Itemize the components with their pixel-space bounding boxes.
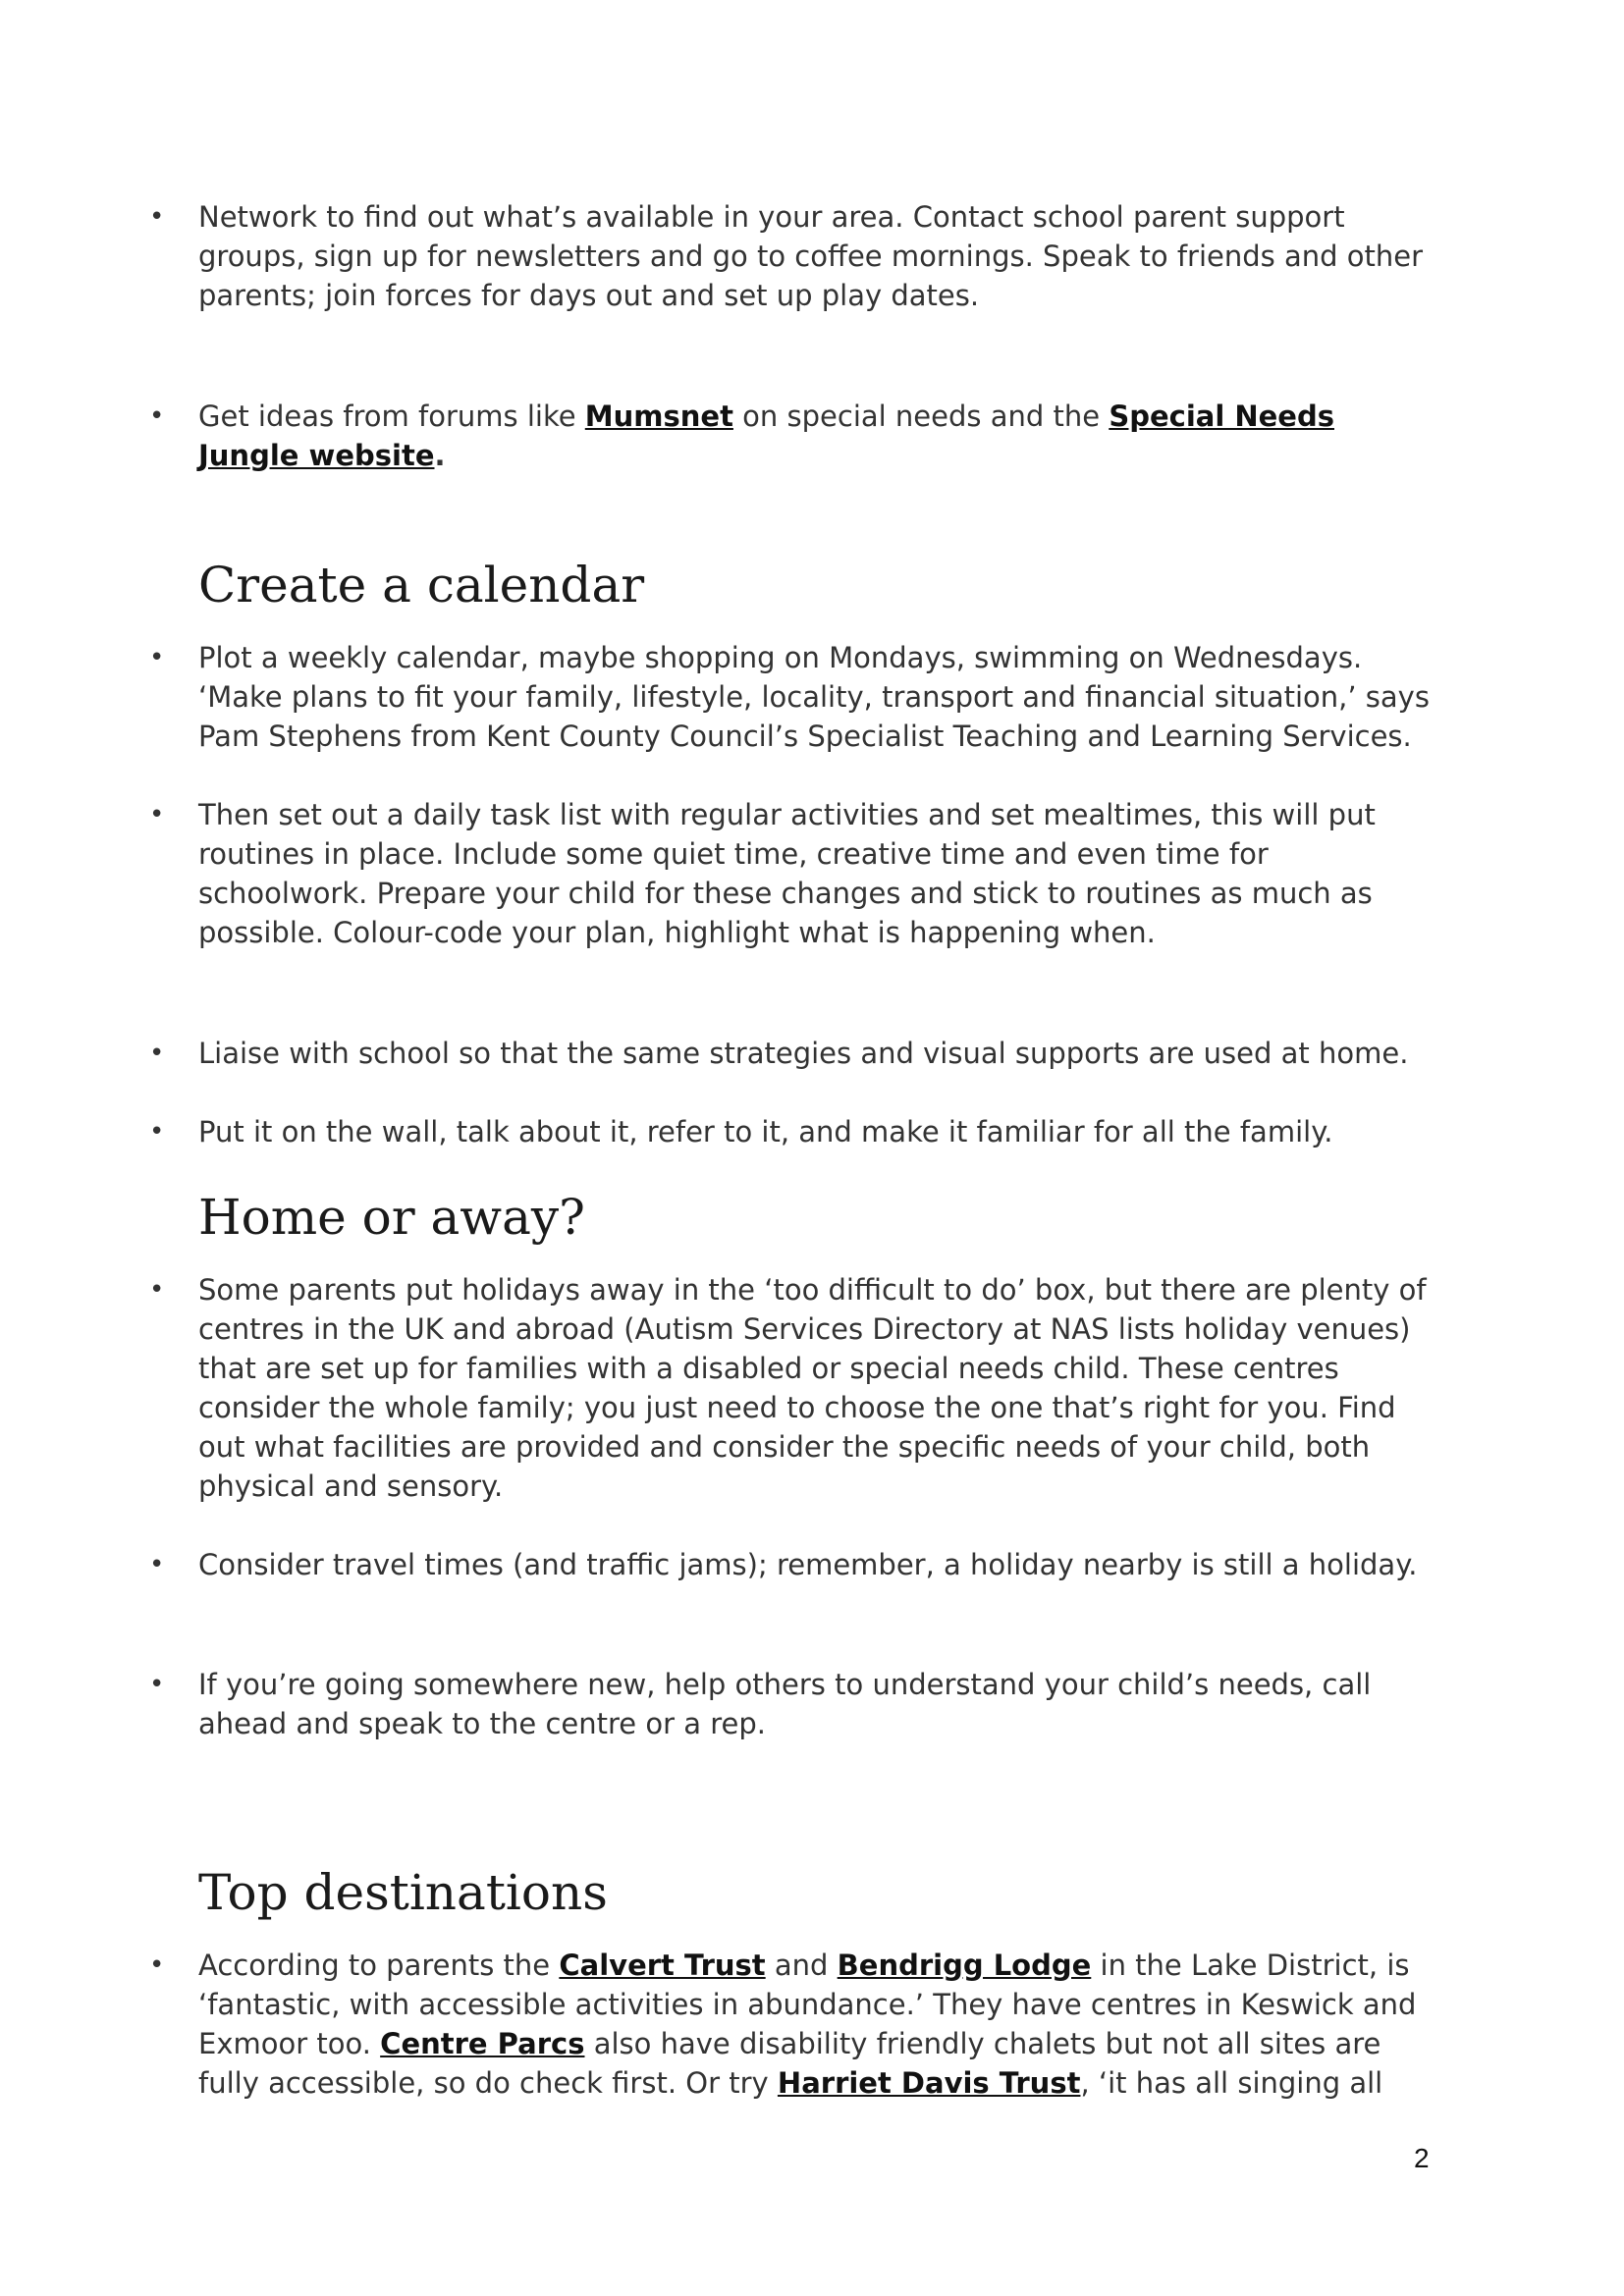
bullet-text: on special needs and the xyxy=(732,400,1110,433)
list-item xyxy=(198,397,1437,475)
bullet-text: , ‘it has all singing all xyxy=(1080,2066,1383,2100)
bullet-text: also have disability friendly chalets but not all sites are fully accessible, so do check first. Or try xyxy=(198,2027,1381,2100)
bullet-text: If you’re going somewhere new, help others to understand your child’s needs, call ahead and speak to the centre or a rep. xyxy=(198,1668,1372,1740)
bullet-text: and xyxy=(765,1949,838,1982)
list-item xyxy=(198,1112,1437,1151)
bullet-text: Some parents put holidays away in the ‘too difficult to do’ box, but there are plenty of centres in the UK and abroad (Autism Services Directory at NAS lists holiday venues) that are set up for families with a disabled or special needs child. These centres consider the whole family; you just need to choose the one that’s right for you. Find out what facilities are provided and consider the specific needs of your child, both physical and sensory. xyxy=(198,1273,1427,1503)
calvert-trust-link[interactable]: Calvert Trust xyxy=(559,1949,766,1982)
bullet-text: Network to find out what’s available in your area. Contact school parent support groups, sign up for newsletters and go to coffee mornings. Speak to friends and other parents; join forces for days out and set up play dates. xyxy=(198,200,1423,312)
bullet-text: Put it on the wall, talk about it, refer to it, and make it familiar for all the family. xyxy=(198,1115,1333,1148)
centre-parcs-link[interactable]: Centre Parcs xyxy=(380,2027,585,2060)
mumsnet-link[interactable]: Mumsnet xyxy=(584,400,733,433)
bullet-text: According to parents the xyxy=(198,1949,560,1982)
list-item xyxy=(198,638,1437,756)
page-number: 2 xyxy=(1414,2143,1430,2173)
bullet-text: . xyxy=(434,439,446,472)
bullet-text: Get ideas from forums like xyxy=(198,400,585,433)
bullet-text: Liaise with school so that the same strategies and visual supports are used at home. xyxy=(198,1037,1409,1070)
bullet-text: Then set out a daily task list with regular activities and set mealtimes, this will put routines in place. Include some quiet time, creative time and even time for schoolwork. Prepare your child for these changes and stick to routines as much as possible. Colour-code your plan, highlight what is happening when. xyxy=(198,798,1376,949)
bullet-text: Plot a weekly calendar, maybe shopping on Mondays, swimming on Wednesdays. ‘Make plans to fit your family, lifestyle, locality, transport and financial situation,’ says Pam Stephens from Kent County Council’s Specialist Teaching and Learning Services. xyxy=(198,641,1430,753)
special-needs-jungle-link[interactable]: Special Needs Jungle website xyxy=(198,400,1334,472)
list-item xyxy=(198,795,1437,952)
harriet-davis-trust-link[interactable]: Harriet Davis Trust xyxy=(777,2066,1081,2100)
list-item xyxy=(198,1665,1437,1743)
list-item xyxy=(198,197,1437,315)
list-item xyxy=(198,1270,1437,1506)
section-heading-calendar: Create a calendar xyxy=(198,557,645,614)
bullet-text: Consider travel times (and traffic jams); remember, a holiday nearby is still a holiday. xyxy=(198,1548,1418,1581)
section-heading-home-or-away: Home or away? xyxy=(198,1189,585,1246)
bullet-text: in the Lake District, is ‘fantastic, with accessible activities in abundance.’ They have centres in Keswick and Exmoor too. xyxy=(198,1949,1417,2060)
list-item xyxy=(198,1545,1437,1584)
bendrigg-lodge-link[interactable]: Bendrigg Lodge xyxy=(837,1949,1092,1982)
list-item xyxy=(198,1034,1437,1073)
section-heading-top-destinations: Top destinations xyxy=(198,1864,608,1921)
list-item xyxy=(198,1946,1437,2103)
